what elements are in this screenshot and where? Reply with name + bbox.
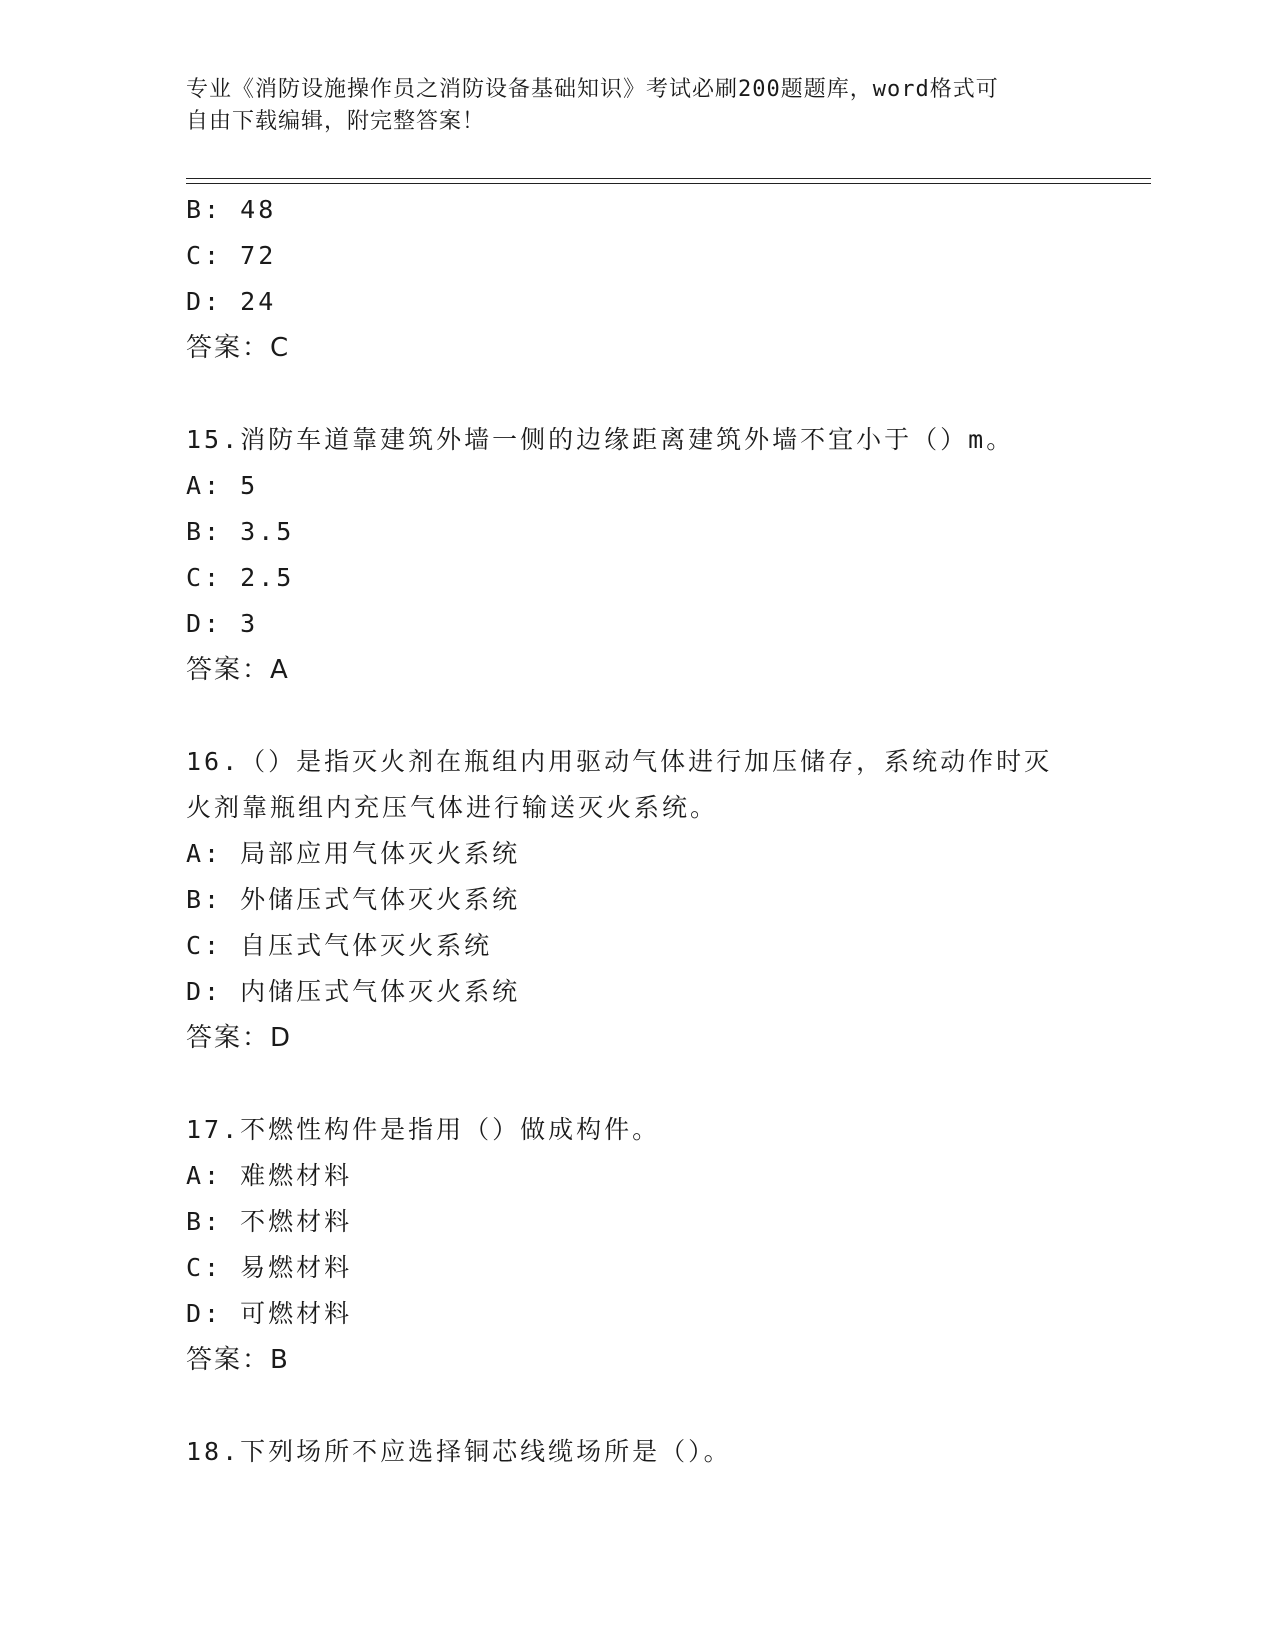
question-text: 15.消防车道靠建筑外墙一侧的边缘距离建筑外墙不宜小于（）m。 xyxy=(186,425,1015,454)
question-list xyxy=(186,187,1086,1475)
option-a: A: 局部应用气体灭火系统 xyxy=(186,839,521,868)
option-d: D: 内储压式气体灭火系统 xyxy=(186,977,521,1006)
question-text-continued: 火剂靠瓶组内充压气体进行输送灭火系统。 xyxy=(186,793,719,822)
document-header xyxy=(186,74,1086,138)
option-a: A: 难燃材料 xyxy=(186,1161,353,1190)
option-b: B: 48 xyxy=(186,195,277,224)
answer-line: 答案：A xyxy=(186,655,290,685)
option-d: D: 24 xyxy=(186,287,277,316)
header-divider xyxy=(186,178,1151,184)
spacer xyxy=(186,371,1086,417)
option-b: B: 3.5 xyxy=(186,517,295,546)
answer-line: 答案：B xyxy=(186,1345,290,1375)
spacer xyxy=(186,1061,1086,1107)
option-d: D: 可燃材料 xyxy=(186,1299,353,1328)
option-b: B: 外储压式气体灭火系统 xyxy=(186,885,521,914)
option-a: A: 5 xyxy=(186,471,259,500)
spacer xyxy=(186,1383,1086,1429)
question-text: 18.下列场所不应选择铜芯线缆场所是（）。 xyxy=(186,1437,732,1466)
option-c: C: 自压式气体灭火系统 xyxy=(186,931,493,960)
option-c: C: 易燃材料 xyxy=(186,1253,353,1282)
question-text: 17.不燃性构件是指用（）做成构件。 xyxy=(186,1115,661,1144)
question-text: 16.（）是指灭火剂在瓶组内用驱动气体进行加压储存，系统动作时灭 xyxy=(186,747,1053,776)
header-line-2: 自由下载编辑，附完整答案！ xyxy=(186,109,486,134)
answer-line: 答案：D xyxy=(186,1023,293,1053)
spacer xyxy=(186,693,1086,739)
option-c: C: 72 xyxy=(186,241,277,270)
header-line-1: 专业《消防设施操作员之消防设备基础知识》考试必刷200题题库，word格式可 xyxy=(186,77,999,102)
answer-line: 答案：C xyxy=(186,333,291,363)
option-c: C: 2.5 xyxy=(186,563,295,592)
option-b: B: 不燃材料 xyxy=(186,1207,353,1236)
option-d: D: 3 xyxy=(186,609,259,638)
